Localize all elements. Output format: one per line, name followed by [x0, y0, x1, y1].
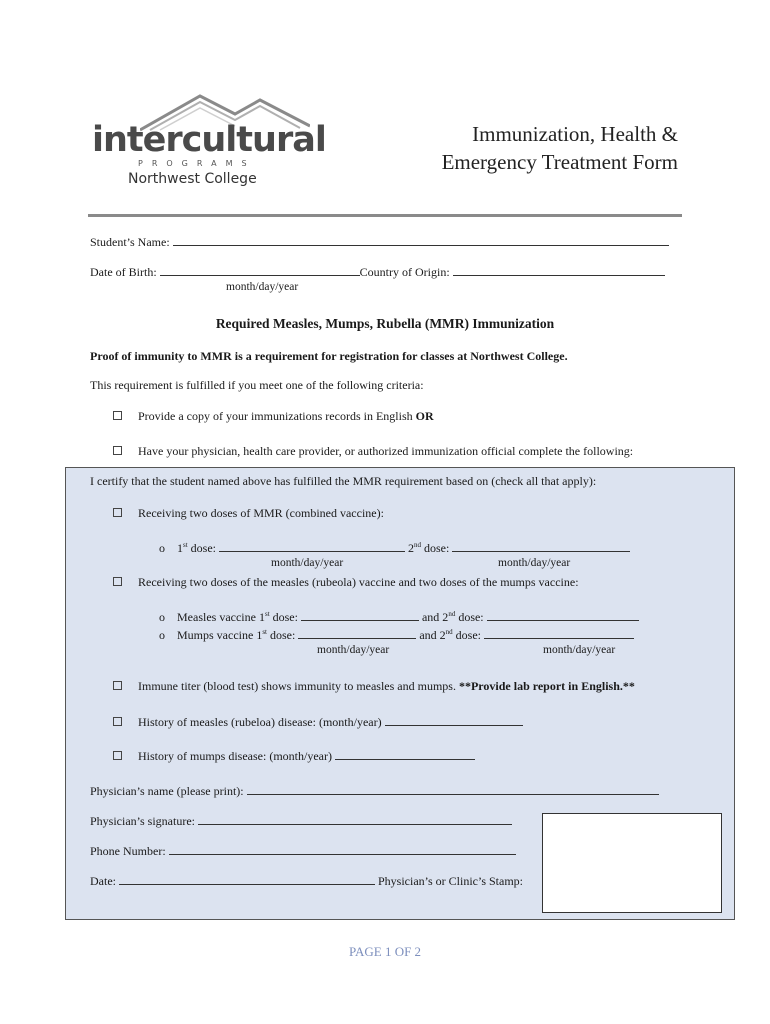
proof-statement: Proof of immunity to MMR is a requirement for registration for classes at Northwest College. [90, 349, 568, 363]
criteria-statement: This requirement is fulfilled if you meet one of the following criteria: [90, 378, 424, 392]
option-records-or: OR [415, 409, 434, 423]
bullet: o [159, 628, 165, 642]
dob-label: Date of Birth: [90, 265, 157, 279]
opt-two-doses [113, 506, 384, 521]
opt-titer-checkbox[interactable] [113, 681, 122, 690]
date-row [90, 873, 523, 889]
physician-signature-field[interactable] [198, 813, 512, 825]
mmr-heading: Required Measles, Mumps, Rubella (MMR) Immunization [215, 316, 555, 331]
opt-mumps-history [113, 748, 475, 764]
dose2-word: dose: [424, 541, 450, 555]
opt-measles-history-checkbox[interactable] [113, 717, 122, 726]
cert-intro: I certify that the student named above has fulfilled the MMR requirement based on (check all that apply): [90, 474, 597, 488]
mmr-dose2-field[interactable] [452, 540, 630, 552]
option-records-checkbox[interactable] [113, 411, 122, 420]
opt-two-doses-label: Receiving two doses of MMR (combined vaccine): [138, 506, 384, 520]
bullet: o [159, 541, 165, 555]
dose2-num: 2 [408, 541, 415, 555]
measles-dose1-field[interactable] [301, 609, 419, 621]
dob-field[interactable] [160, 264, 360, 276]
physician-name-label: Physician’s name (please print): [90, 784, 244, 798]
measles-label: Measles vaccine 1 [177, 610, 265, 624]
measles-sup2: nd [448, 610, 456, 618]
mumps-sup1: st [262, 628, 267, 636]
mumps-dose-word: dose: [269, 628, 296, 642]
mumps-sup2: nd [445, 628, 453, 636]
logo-college: Northwest College [128, 171, 257, 187]
vaccine1-hint: month/day/year [317, 644, 390, 656]
logo-programs: PROGRAMS [138, 159, 256, 168]
date-field[interactable] [119, 873, 375, 885]
student-name-label: Student’s Name: [90, 235, 170, 249]
option-records [113, 409, 434, 424]
mmr-dose1-field[interactable] [219, 540, 405, 552]
dose1-word: dose: [190, 541, 217, 555]
dob-hint: month/day/year [226, 281, 299, 293]
opt-titer [113, 679, 635, 694]
mumps-row [159, 627, 634, 643]
dose2-hint: month/day/year [498, 557, 571, 569]
intercultural-logo [90, 92, 326, 192]
country-label: Country of Origin: [359, 265, 450, 279]
opt-mumps-history-label: History of mumps disease: (month/year) [138, 749, 332, 763]
student-name-row [90, 234, 669, 250]
vaccine2-hint: month/day/year [543, 644, 616, 656]
measles-row [159, 609, 639, 625]
mumps-label: Mumps vaccine 1 [177, 628, 263, 642]
opt-separate-checkbox[interactable] [113, 577, 122, 586]
bullet: o [159, 610, 165, 624]
student-name-field[interactable] [173, 234, 669, 246]
measles-history-field[interactable] [385, 714, 523, 726]
physician-signature-label: Physician’s signature: [90, 814, 195, 828]
dose1-num: 1 [177, 541, 183, 555]
clinic-stamp-box[interactable] [542, 813, 722, 913]
dob-row [90, 264, 665, 280]
dose2-sup: nd [414, 541, 422, 549]
measles-and: and 2 [421, 610, 449, 624]
mumps-history-field[interactable] [335, 748, 475, 760]
opt-separate-label: Receiving two doses of the measles (rubeola) vaccine and two doses of the mumps vaccine: [138, 575, 579, 589]
option-physician [113, 444, 633, 459]
form-title-line2: Emergency Treatment Form [441, 150, 678, 174]
phone-row [90, 843, 516, 859]
dose1-hint: month/day/year [271, 557, 344, 569]
opt-measles-history [113, 714, 523, 730]
logo-wordmark: intercultural [92, 120, 326, 160]
measles-sup1: st [264, 610, 270, 618]
phone-field[interactable] [169, 843, 516, 855]
opt-separate [113, 575, 579, 590]
form-title-line1: Immunization, Health & [472, 122, 678, 146]
date-label: Date: [90, 874, 116, 888]
option-physician-checkbox[interactable] [113, 446, 122, 455]
physician-signature-row [90, 813, 512, 829]
opt-titer-label: Immune titer (blood test) shows immunity to measles and mumps. [138, 679, 456, 693]
opt-mumps-history-checkbox[interactable] [113, 751, 122, 760]
opt-two-doses-checkbox[interactable] [113, 508, 122, 517]
option-physician-label: Have your physician, health care provider, or authorized immunization official complete the following: [138, 444, 634, 458]
mumps-dose2-word: dose: [455, 628, 481, 642]
measles-dose2-word: dose: [458, 610, 484, 624]
option-records-label: Provide a copy of your immunizations records in English [138, 409, 413, 423]
measles-dose2-field[interactable] [487, 609, 639, 621]
phone-label: Phone Number: [90, 844, 166, 858]
opt-titer-note: **Provide lab report in English.** [458, 679, 635, 693]
physician-name-field[interactable] [247, 783, 659, 795]
country-field[interactable] [453, 264, 665, 276]
header-divider [88, 214, 682, 217]
stamp-label: Physician’s or Clinic’s Stamp: [378, 874, 524, 888]
page-number: PAGE 1 OF 2 [348, 944, 422, 959]
mumps-dose1-field[interactable] [298, 627, 416, 639]
physician-name-row [90, 783, 659, 799]
mumps-dose2-field[interactable] [484, 627, 634, 639]
measles-dose-word: dose: [272, 610, 298, 624]
dose1-sup: st [183, 541, 188, 549]
mumps-and: and 2 [419, 628, 446, 642]
mmr-doses-row [159, 540, 630, 556]
opt-measles-history-label: History of measles (rubeloa) disease: (month/year) [138, 715, 382, 729]
